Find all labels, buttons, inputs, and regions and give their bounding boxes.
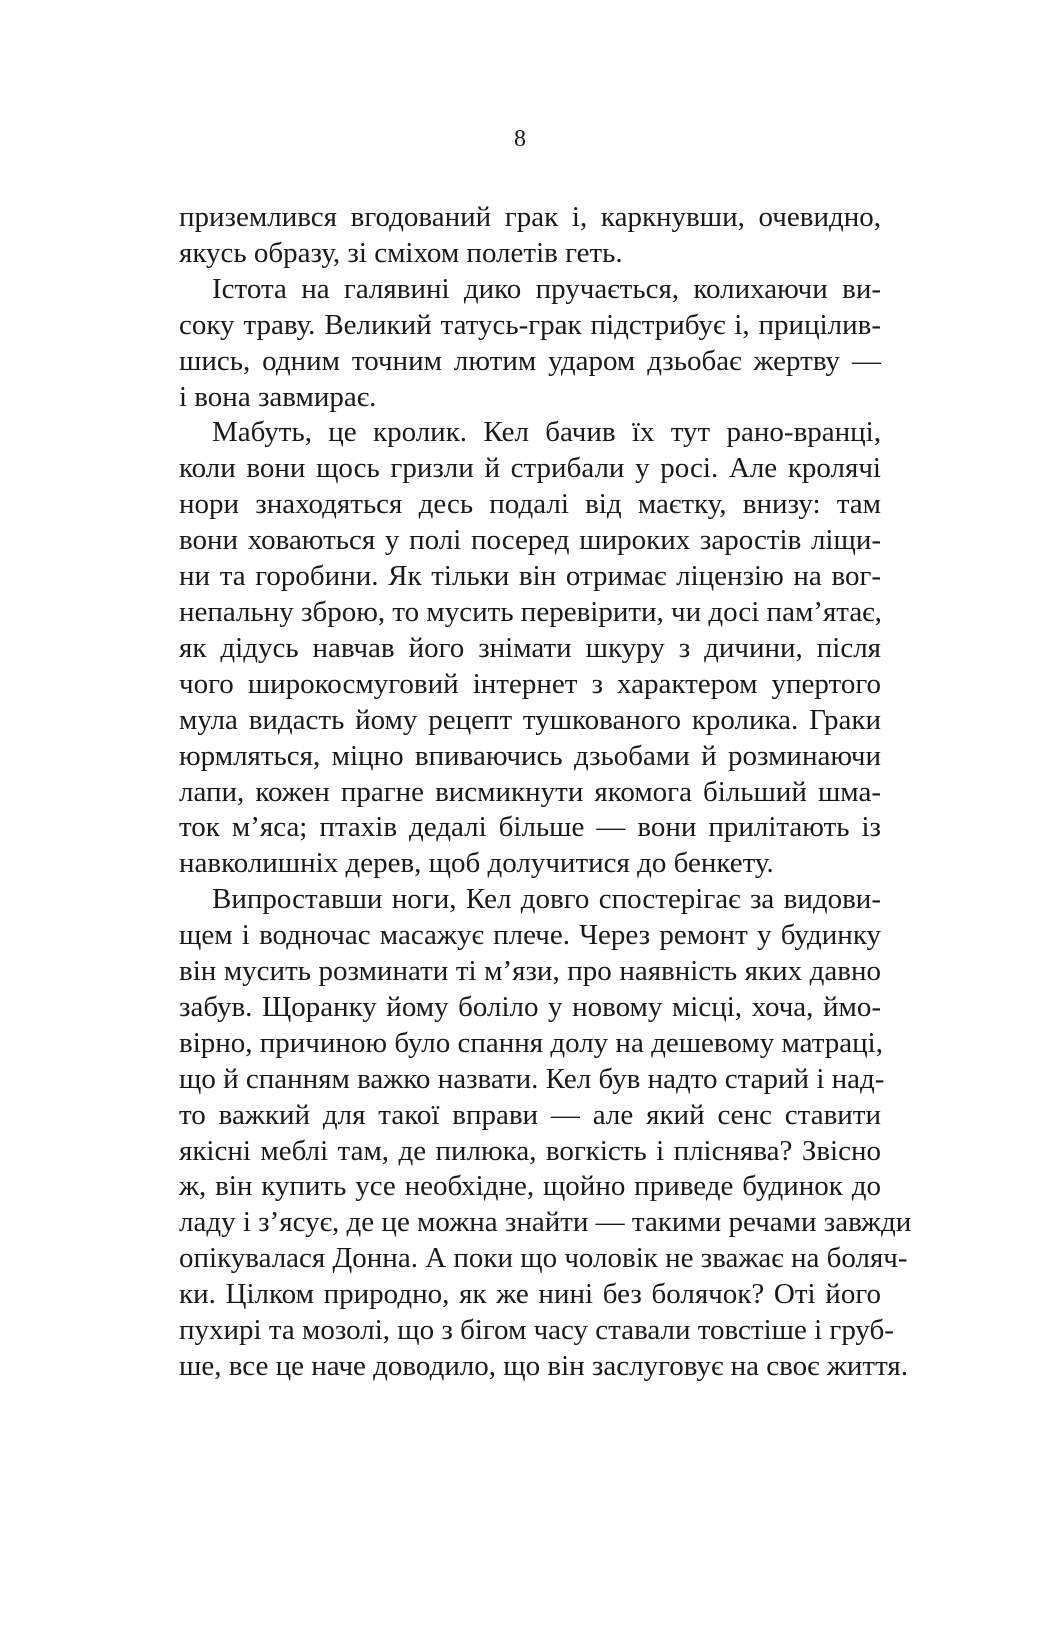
- text-line: непальну зброю, то мусить перевірити, чи досі пам’ятає,: [179, 595, 882, 628]
- text-line: вони ховаються у полі посеред широких заростів ліщи-: [179, 524, 881, 557]
- text-line: чого широкосмуговий інтернет з характером упертого: [179, 667, 881, 700]
- text-line: лапи, кожен прагне висмикнути якомога більший шма-: [179, 775, 881, 808]
- text-line: ни та горобини. Як тільки він отримає ліцензію на вог-: [179, 560, 881, 593]
- text-line: навколишніх дерев, щоб долучитися до бенкету.: [179, 847, 774, 880]
- text-line: вірно, причиною було спання долу на дешевому матраці,: [179, 1026, 883, 1059]
- text-line: пухирі та мозолі, що з бігом часу ставали товстіше і груб-: [179, 1314, 894, 1347]
- paragraph: [179, 272, 881, 416]
- text-line: ж, він купить усе необхідне, щойно приведе будинок до: [179, 1170, 881, 1203]
- text-line: коли вони щось гризли й стрибали у росі. Але кролячі: [179, 452, 881, 485]
- text-line: Випроставши ноги, Кел довго спостерігає за видови-: [212, 883, 881, 916]
- text-line: якісні меблі там, де пилюка, вогкість і пліснява? Звісно: [179, 1134, 881, 1167]
- paragraph: [179, 200, 881, 272]
- text-line: мула видасть йому рецепт тушкованого кролика. Граки: [179, 703, 881, 736]
- text-line: то важкий для такої вправи — але який сенс ставити: [179, 1098, 881, 1131]
- text-line: як дідусь навчав його знімати шкуру з дичини, після: [179, 631, 881, 664]
- text-line: ше, все це наче доводило, що він заслуговує на своє життя.: [179, 1350, 908, 1382]
- paragraph: [179, 882, 912, 1385]
- text-line: ладу і з’ясує, де це можна знайти — такими речами завжди: [179, 1206, 912, 1239]
- text-line: юрмляться, міцно впиваючись дзьобами й розминаючи: [179, 739, 881, 772]
- text-line: ток м’яса; птахів дедалі більше — вони прилітають із: [179, 811, 881, 844]
- paragraph: [179, 415, 881, 882]
- text-line: що й спанням важко назвати. Кел був надто старий і над-: [179, 1062, 885, 1095]
- text-line: якусь образу, зі сміхом полетів геть.: [179, 236, 623, 269]
- text-line: щем і водночас масажує плече. Через ремонт у будинку: [179, 919, 881, 952]
- text-line: нори знаходяться десь подалі від маєтку, внизу: там: [179, 488, 881, 521]
- text-line: ки. Цілком природно, як же нині без болячок? Оті його: [179, 1278, 881, 1311]
- text-line: соку траву. Великий татусь-грак підстрибує і, прицілив-: [179, 308, 881, 341]
- text-line: він мусить розминати ті м’язи, про наявність яких давно: [179, 955, 881, 988]
- text-line: опікувалася Донна. А поки що чоловік не зважає на боляч-: [179, 1242, 908, 1275]
- text-line: Мабуть, це кролик. Кел бачив їх тут рано-вранці,: [212, 416, 881, 449]
- text-line: Істота на галявині дико пручається, колихаючи ви-: [212, 272, 881, 305]
- text-line: і вона завмирає.: [179, 380, 377, 413]
- body-text: [179, 200, 912, 1385]
- text-line: забув. Щоранку йому боліло у новому місці, хоча, ймо-: [179, 990, 881, 1023]
- page-number: 8: [514, 126, 526, 152]
- text-line: приземлився вгодований грак і, каркнувши, очевидно,: [179, 201, 881, 233]
- text-line: шись, одним точним лютим ударом дзьобає жертву —: [179, 344, 881, 377]
